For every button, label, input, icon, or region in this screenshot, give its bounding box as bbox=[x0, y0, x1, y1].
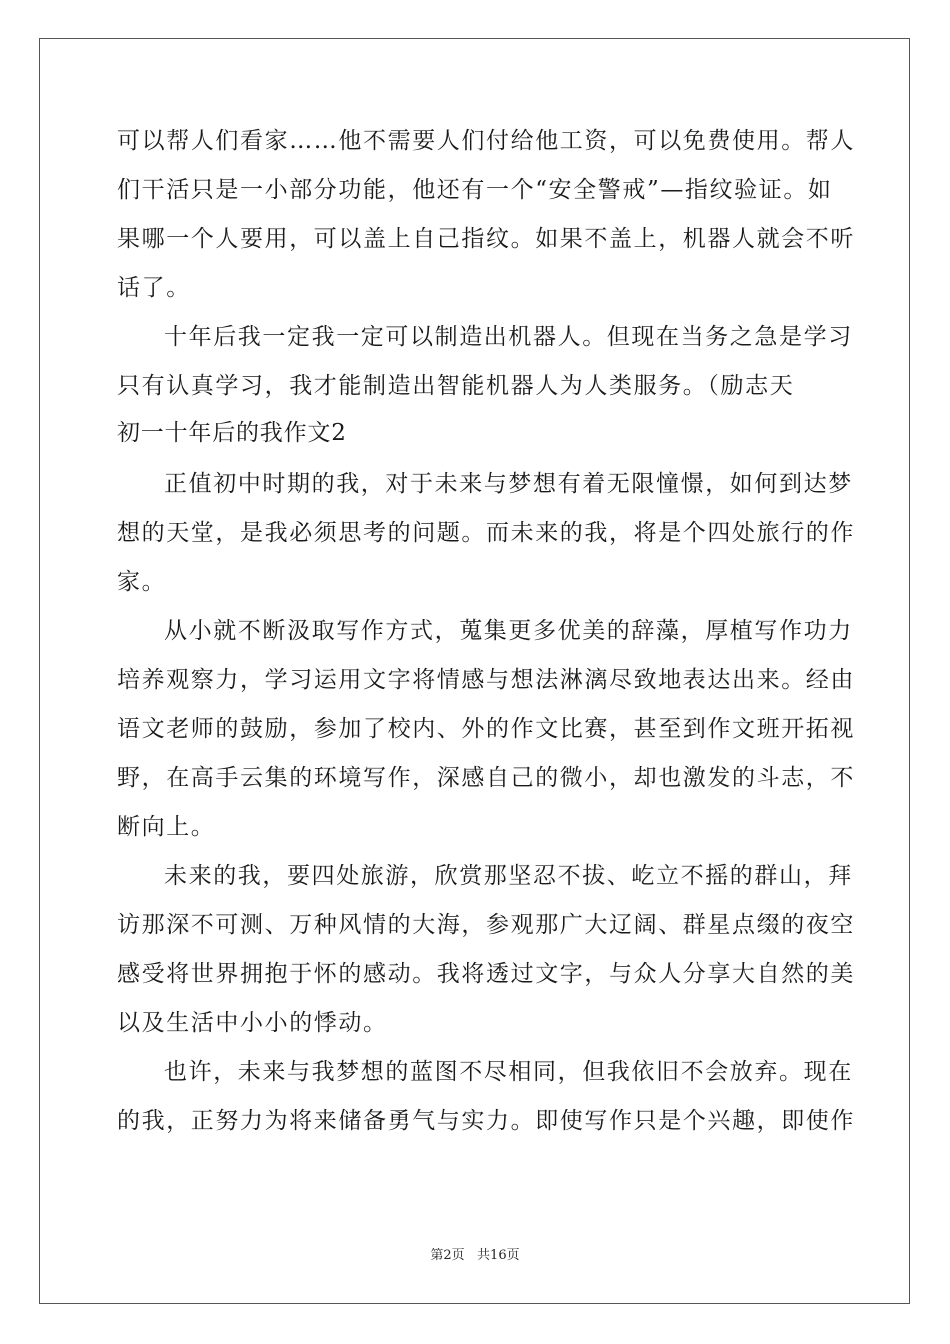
text-line: 感受将世界拥抱于怀的感动。我将透过文字，与众人分享大自然的美 bbox=[117, 961, 855, 987]
text-line: 可以帮人们看家……他不需要人们付给他工资，可以免费使用。帮人 bbox=[117, 128, 855, 154]
page-number-footer: 第2页 共16页 bbox=[430, 1248, 520, 1263]
text-line: 话了。 bbox=[117, 275, 191, 301]
paragraph-start-line: 十年后我一定我一定可以制造出机器人。但现在当务之急是学习 bbox=[164, 324, 853, 350]
text-line: 果哪一个人要用，可以盖上自己指纹。如果不盖上，机器人就会不听 bbox=[117, 226, 855, 252]
text-line: 们干活只是一小部分功能，他还有一个“安全警戒”—指纹验证。如 bbox=[117, 177, 833, 203]
text-line: 访那深不可测、万种风情的大海，参观那广大辽阔、群星点缀的夜空 bbox=[117, 912, 855, 938]
text-line: 培养观察力，学习运用文字将情感与想法淋漓尽致地表达出来。经由 bbox=[117, 667, 855, 693]
text-line: 语文老师的鼓励，参加了校内、外的作文比赛，甚至到作文班开拓视 bbox=[117, 716, 855, 742]
text-line: 断向上。 bbox=[117, 814, 216, 840]
text-line: 的我，正努力为将来储备勇气与实力。即使写作只是个兴趣，即使作 bbox=[117, 1108, 855, 1134]
text-line: 只有认真学习，我才能制造出智能机器人为人类服务。（励志天 bbox=[117, 373, 795, 399]
paragraph-start-line: 从小就不断汲取写作方式，蒐集更多优美的辞藻，厚植写作功力 bbox=[164, 618, 853, 644]
text-line: 野，在高手云集的环境写作，深感自己的微小，却也激发的斗志，不 bbox=[117, 765, 855, 791]
paragraph-start-line: 未来的我，要四处旅游，欣赏那坚忍不拔、屹立不摇的群山，拜 bbox=[164, 863, 853, 889]
text-line: 以及生活中小小的悸动。 bbox=[117, 1010, 388, 1036]
text-line: 家。 bbox=[117, 569, 167, 595]
paragraph-start-line: 也许，未来与我梦想的蓝图不尽相同，但我依旧不会放弃。现在 bbox=[164, 1059, 853, 1085]
section-heading: 初一十年后的我作文2 bbox=[117, 420, 347, 446]
text-line: 想的天堂，是我必须思考的问题。而未来的我，将是个四处旅行的作 bbox=[117, 520, 855, 546]
paragraph-start-line: 正值初中时期的我，对于未来与梦想有着无限憧憬，如何到达梦 bbox=[164, 471, 853, 497]
